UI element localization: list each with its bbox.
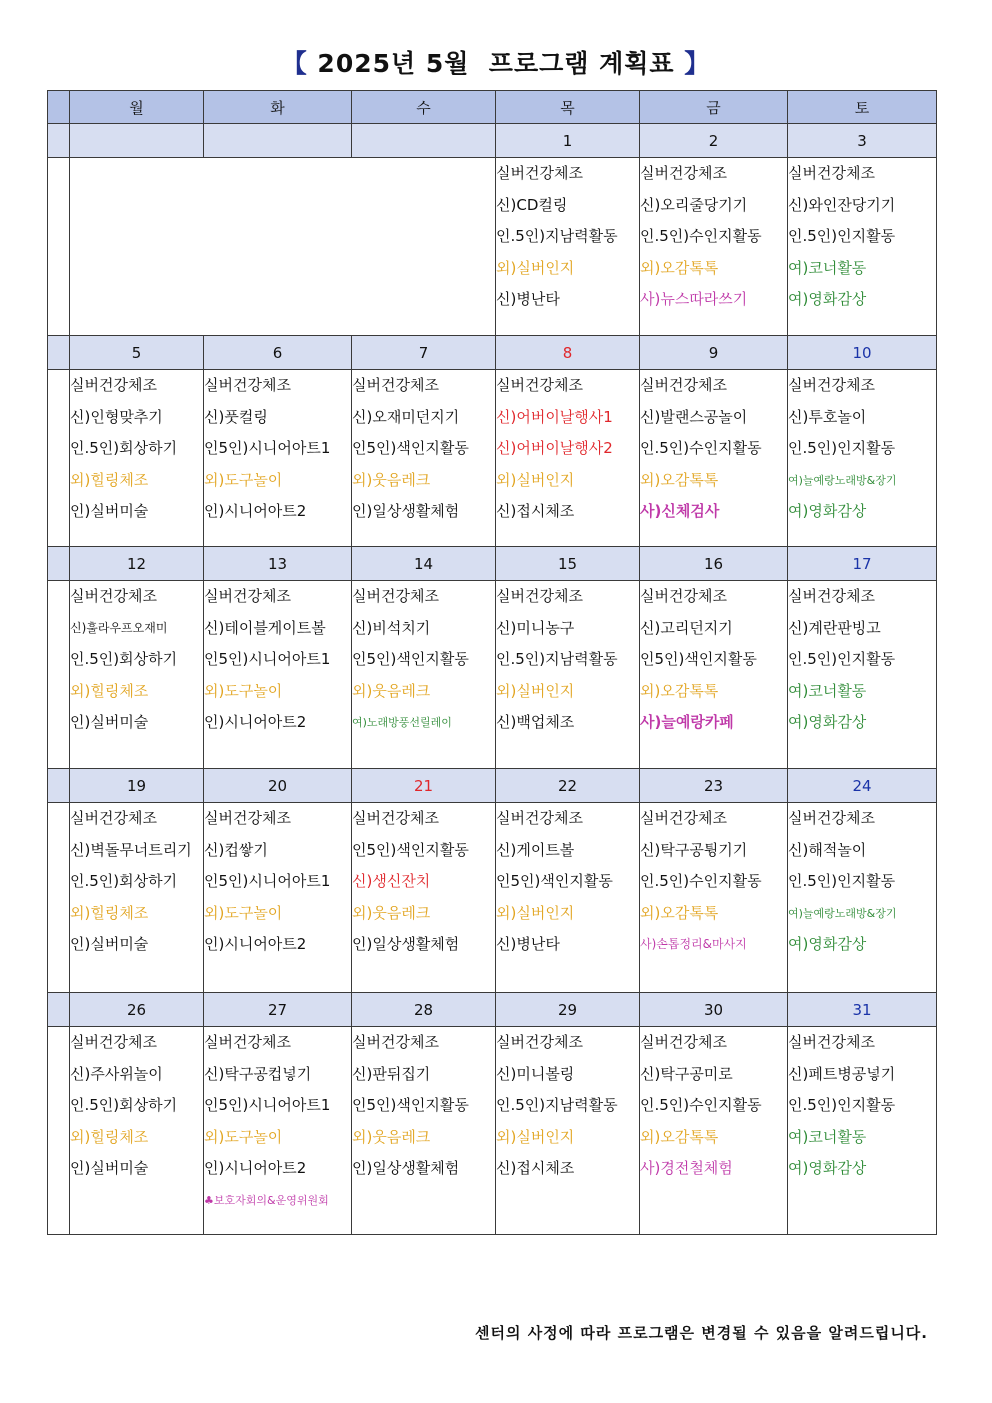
day-cell: [204, 1027, 352, 1235]
program-item: 외)실버인지: [496, 470, 575, 489]
program-item: 신)비석치기: [352, 618, 431, 637]
date-row: [48, 124, 937, 158]
program-item: 신)인형맞추기: [70, 407, 163, 426]
day-cell: [70, 370, 204, 547]
program-item: 사)신체검사: [640, 502, 720, 520]
day-cell: [352, 370, 496, 547]
program-item: 실버건강체조: [640, 809, 727, 827]
program-item: 외)오감톡톡: [640, 470, 719, 489]
program-item: 실버건강체조: [788, 809, 875, 827]
row-gutter: [48, 803, 70, 993]
day-cell: [640, 370, 788, 547]
program-item: 인)시니어아트2: [204, 502, 307, 520]
program-item: 사)뉴스따라쓰기: [640, 290, 748, 308]
date-row: [48, 547, 937, 581]
program-item: 인)실버미술: [70, 935, 149, 953]
date-number: 19: [70, 769, 204, 803]
program-item: 신)생신잔치: [352, 872, 431, 890]
day-cell: [788, 581, 937, 769]
program-item: 신)미니볼링: [496, 1064, 575, 1083]
row-gutter: [48, 581, 70, 769]
program-item: 실버건강체조: [204, 809, 291, 827]
program-item: 외)힐링체조: [70, 1127, 149, 1146]
program-item: 신)오리줄당기기: [640, 195, 748, 214]
day-cell: [496, 803, 640, 993]
program-item: 실버건강체조: [640, 164, 727, 182]
program-item: 인.5인)인지활동: [788, 1096, 896, 1114]
weekday-header-row: [48, 91, 937, 124]
calendar-body: [48, 124, 937, 1235]
date-number: [70, 124, 204, 158]
program-item: 실버건강체조: [496, 587, 583, 605]
date-number: 6: [204, 336, 352, 370]
day-cell: [204, 370, 352, 547]
program-item: 실버건강체조: [496, 376, 583, 394]
program-item: 인)실버미술: [70, 502, 149, 520]
program-item: 여)코너활동: [788, 681, 867, 700]
program-item: 외)웃음레크: [352, 903, 431, 922]
day-cell: [788, 1027, 937, 1235]
program-item: 신)탁구공미로: [640, 1064, 733, 1083]
program-item: 실버건강체조: [496, 809, 583, 827]
program-item: 실버건강체조: [640, 587, 727, 605]
day-cell: [640, 581, 788, 769]
program-item: 인.5인)인지활동: [788, 439, 896, 457]
program-item: 외)웃음레크: [352, 681, 431, 700]
row-gutter: [48, 336, 70, 370]
date-number: 5: [70, 336, 204, 370]
program-item: 실버건강체조: [70, 376, 157, 394]
activity-row: [48, 370, 937, 547]
row-gutter: [48, 993, 70, 1027]
weekday-wed: 수: [352, 91, 496, 124]
program-item: 신)병난타: [496, 290, 560, 308]
program-item: 실버건강체조: [788, 1033, 875, 1051]
day-cell: [204, 581, 352, 769]
day-cell: [496, 158, 640, 336]
program-item: 신)컵쌓기: [204, 840, 268, 859]
day-cell: [352, 1027, 496, 1235]
program-item: 신)투호놀이: [788, 407, 867, 426]
program-item: 여)늘예랑노래방&장기: [788, 473, 897, 487]
program-item: 인5인)시니어아트1: [204, 439, 331, 457]
program-item: 외)오감톡톡: [640, 903, 719, 922]
program-item: 외)힐링체조: [70, 470, 149, 489]
program-item: 신)계란판빙고: [788, 618, 881, 637]
program-item: 인.5인)회상하기: [70, 439, 178, 457]
row-gutter: [48, 1027, 70, 1235]
program-item: 인)일상생활체험: [352, 1159, 460, 1177]
program-item: 인5인)색인지활동: [496, 872, 613, 890]
program-item: 인.5인)회상하기: [70, 1096, 178, 1114]
day-cell: [352, 803, 496, 993]
program-item: 인.5인)지남력활동: [496, 227, 618, 245]
program-item: 인.5인)수인지활동: [640, 439, 762, 457]
program-item: 인5인)색인지활동: [352, 650, 469, 668]
program-item: 인5인)색인지활동: [352, 840, 469, 859]
program-item: 신)접시체조: [496, 502, 575, 520]
program-item: 외)실버인지: [496, 1127, 575, 1146]
footer-note: 센터의 사정에 따라 프로그램은 변경될 수 있음을 알려드립니다.: [475, 1324, 928, 1342]
row-gutter: [48, 158, 70, 336]
day-cell: [70, 581, 204, 769]
program-item: 실버건강체조: [352, 376, 439, 394]
activity-row: [48, 581, 937, 769]
program-item: 인.5인)회상하기: [70, 650, 178, 668]
date-number: 1: [496, 124, 640, 158]
activity-row: [48, 803, 937, 993]
date-row: [48, 993, 937, 1027]
program-item: 인5인)시니어아트1: [204, 872, 331, 890]
title-left-bracket: 【: [281, 49, 308, 78]
program-item: 인5인)시니어아트1: [204, 650, 331, 668]
date-number: 12: [70, 547, 204, 581]
program-item: 실버건강체조: [788, 587, 875, 605]
row-gutter: [48, 547, 70, 581]
weekday-sat: 토: [788, 91, 937, 124]
program-item: 신)탁구공튕기기: [640, 840, 748, 859]
program-item: 실버건강체조: [352, 809, 439, 827]
weekday-tue: 화: [204, 91, 352, 124]
program-item: ♣보호자회의&운영위원회: [204, 1193, 329, 1207]
program-item: 신)게이트볼: [496, 840, 575, 859]
program-item: 실버건강체조: [204, 376, 291, 394]
program-item: 신)백업체조: [496, 713, 575, 731]
day-cell: [788, 803, 937, 993]
program-item: 외)오감톡톡: [640, 258, 719, 277]
date-number: 24: [788, 769, 937, 803]
day-cell: [788, 158, 937, 336]
program-item: 실버건강체조: [352, 1033, 439, 1051]
row-gutter: [48, 370, 70, 547]
program-item: 인5인)색인지활동: [352, 439, 469, 457]
program-item: 실버건강체조: [496, 1033, 583, 1051]
program-item: 신)CD컬링: [496, 195, 568, 214]
program-item: 여)영화감상: [788, 502, 867, 520]
program-item: 신)해적놀이: [788, 840, 867, 859]
program-item: 외)실버인지: [496, 903, 575, 922]
date-number: 7: [352, 336, 496, 370]
program-item: 신)고리던지기: [640, 618, 733, 637]
program-item: 신)미니농구: [496, 618, 575, 637]
program-item: 여)영화감상: [788, 290, 867, 308]
program-item: 신)풋컬링: [204, 407, 268, 426]
day-cell: [496, 370, 640, 547]
program-item: 신)주사위놀이: [70, 1064, 163, 1083]
day-cell: [352, 581, 496, 769]
program-item: 실버건강체조: [640, 1033, 727, 1051]
program-item: 신)테이블게이트볼: [204, 618, 326, 637]
program-item: 실버건강체조: [204, 587, 291, 605]
program-item: 인)시니어아트2: [204, 935, 307, 953]
program-item: 실버건강체조: [640, 376, 727, 394]
program-item: 신)어버이날행사1: [496, 407, 613, 426]
weekday-fri: 금: [640, 91, 788, 124]
day-cell: [70, 1027, 204, 1235]
activity-row: [48, 1027, 937, 1235]
program-item: 외)도구놀이: [204, 1127, 283, 1146]
date-number: 22: [496, 769, 640, 803]
program-item: 여)영화감상: [788, 935, 867, 953]
program-item: 신)판뒤집기: [352, 1064, 431, 1083]
title-text: 2025년 5월 프로그램 계획표: [317, 49, 675, 78]
date-number: 13: [204, 547, 352, 581]
date-number: 17: [788, 547, 937, 581]
program-item: 인.5인)수인지활동: [640, 1096, 762, 1114]
date-number: [352, 124, 496, 158]
page-title: [0, 44, 992, 80]
program-item: 외)힐링체조: [70, 903, 149, 922]
program-item: 사)경전철체험: [640, 1159, 733, 1177]
program-item: 외)힐링체조: [70, 681, 149, 700]
program-item: 여)영화감상: [788, 1159, 867, 1177]
program-item: 인)시니어아트2: [204, 713, 307, 731]
date-number: 29: [496, 993, 640, 1027]
program-item: 신)병난타: [496, 935, 560, 953]
program-item: 실버건강체조: [70, 1033, 157, 1051]
date-row: [48, 769, 937, 803]
date-number: 21: [352, 769, 496, 803]
date-number: 10: [788, 336, 937, 370]
row-gutter: [48, 769, 70, 803]
activity-row: [48, 158, 937, 336]
program-item: 신)와인잔당기기: [788, 195, 896, 214]
day-cell: [640, 803, 788, 993]
program-item: 인.5인)수인지활동: [640, 872, 762, 890]
program-item: 외)도구놀이: [204, 681, 283, 700]
date-number: 15: [496, 547, 640, 581]
program-item: 신)접시체조: [496, 1159, 575, 1177]
program-item: 외)웃음레크: [352, 470, 431, 489]
date-number: 31: [788, 993, 937, 1027]
program-item: 신)페트병공넣기: [788, 1064, 896, 1083]
day-cell: [70, 803, 204, 993]
program-item: 신)탁구공컵넣기: [204, 1064, 312, 1083]
program-item: 인.5인)수인지활동: [640, 227, 762, 245]
date-number: 28: [352, 993, 496, 1027]
program-item: 인5인)색인지활동: [640, 650, 757, 668]
program-item: 인)시니어아트2: [204, 1159, 307, 1177]
program-item: 인.5인)인지활동: [788, 227, 896, 245]
program-item: 외)오감톡톡: [640, 681, 719, 700]
program-item: 실버건강체조: [352, 587, 439, 605]
program-item: 인.5인)인지활동: [788, 872, 896, 890]
date-number: 16: [640, 547, 788, 581]
day-cell: [640, 1027, 788, 1235]
program-item: 외)도구놀이: [204, 470, 283, 489]
weekday-thu: 목: [496, 91, 640, 124]
date-number: 20: [204, 769, 352, 803]
program-item: 신)발랜스공놀이: [640, 407, 748, 426]
program-item: 여)영화감상: [788, 713, 867, 731]
program-item: 인.5인)회상하기: [70, 872, 178, 890]
program-item: 실버건강체조: [204, 1033, 291, 1051]
date-number: 26: [70, 993, 204, 1027]
program-item: 실버건강체조: [788, 164, 875, 182]
program-item: 외)실버인지: [496, 681, 575, 700]
program-item: 여)노래방풍선릴레이: [352, 716, 452, 729]
day-cell: [496, 581, 640, 769]
program-item: 외)도구놀이: [204, 903, 283, 922]
program-item: 실버건강체조: [70, 587, 157, 605]
program-item: 인)일상생활체험: [352, 502, 460, 520]
date-number: 8: [496, 336, 640, 370]
program-item: 인.5인)지남력활동: [496, 1096, 618, 1114]
program-item: 인5인)색인지활동: [352, 1096, 469, 1114]
title-right-bracket: 】: [684, 49, 711, 78]
program-item: 신)오재미던지기: [352, 407, 460, 426]
date-number: 14: [352, 547, 496, 581]
weekday-mon: 월: [70, 91, 204, 124]
program-item: 인)실버미술: [70, 713, 149, 731]
empty-day-cell: [70, 158, 496, 336]
date-number: 23: [640, 769, 788, 803]
program-item: 외)웃음레크: [352, 1127, 431, 1146]
date-number: 30: [640, 993, 788, 1027]
program-item: 여)늘예랑노래방&장기: [788, 906, 897, 920]
program-item: 인.5인)지남력활동: [496, 650, 618, 668]
program-item: 인)실버미술: [70, 1159, 149, 1177]
date-row: [48, 336, 937, 370]
day-cell: [788, 370, 937, 547]
program-item: 여)코너활동: [788, 258, 867, 277]
day-cell: [496, 1027, 640, 1235]
program-item: 외)오감톡톡: [640, 1127, 719, 1146]
program-item: 인.5인)인지활동: [788, 650, 896, 668]
program-item: 신)어버이날행사2: [496, 439, 613, 457]
program-item: 실버건강체조: [70, 809, 157, 827]
header-corner: [48, 91, 70, 124]
program-item: 여)코너활동: [788, 1127, 867, 1146]
program-item: 실버건강체조: [496, 164, 583, 182]
program-item: 외)실버인지: [496, 258, 575, 277]
program-item: 인5인)시니어아트1: [204, 1096, 331, 1114]
program-item: 인)일상생활체험: [352, 935, 460, 953]
date-number: [204, 124, 352, 158]
date-number: 9: [640, 336, 788, 370]
program-calendar: [47, 90, 937, 1235]
program-item: 사)늘예랑카페: [640, 713, 734, 731]
program-item: 신)훌라우프오재미: [70, 620, 168, 635]
date-number: 27: [204, 993, 352, 1027]
day-cell: [640, 158, 788, 336]
day-cell: [204, 803, 352, 993]
program-item: 신)벽돌무너트리기: [70, 840, 192, 859]
date-number: 2: [640, 124, 788, 158]
program-item: 사)손톱정리&마사지: [640, 937, 747, 951]
row-gutter: [48, 124, 70, 158]
date-number: 3: [788, 124, 937, 158]
program-item: 실버건강체조: [788, 376, 875, 394]
